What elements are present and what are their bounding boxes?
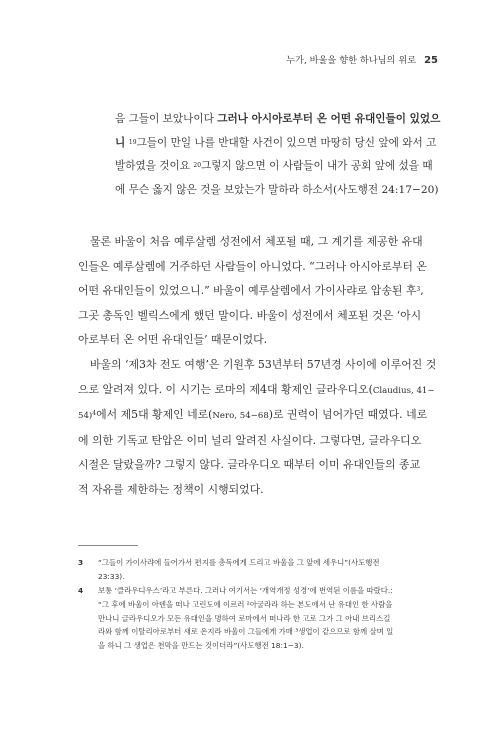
body-line: 인들은 예루살렘에 거주하던 사람들이 아니었다. “그러나 아시아로부터 온 xyxy=(78,259,427,273)
body-line: 그곳 총독인 벨릭스에게 했던 말이다. 바울이 성전에서 체포된 것은 ‘아시 xyxy=(78,308,422,322)
footnote-number: 3 xyxy=(78,558,84,567)
page-number: 25 xyxy=(424,55,438,66)
quote-text: 그들이 만일 나를 반대할 사건이 있으면 마땅히 당신 앞에 와서 고 xyxy=(136,136,437,149)
quote-text: 발하였을 것이요 xyxy=(115,160,194,172)
footnote-line: 을 하니 그 생업은 천막을 만드는 것이더라”(사도행전 18:1−3). xyxy=(98,641,304,651)
footnote-divider xyxy=(78,545,138,546)
quote-emphasis: 니 xyxy=(115,136,129,149)
quote-line-2 xyxy=(115,132,437,156)
footnote-3 xyxy=(78,556,438,584)
latin-name: 54) xyxy=(78,411,93,422)
footnote-line: 23:33). xyxy=(98,571,125,581)
quote-line-1 xyxy=(115,108,441,132)
footnote-line: 만나니 글라우디오가 모든 유대인을 명하여 로마에서 떠나라 한 고로 그가 그 아내 브리스길 xyxy=(98,613,391,623)
body-text-span: 으로 알려져 있다. 이 시기는 로마의 제4대 황제인 글라우디오( xyxy=(78,382,373,396)
quote-text: 음 그들이 보았나이다 xyxy=(115,113,218,125)
verse-number: 19 xyxy=(128,138,137,146)
body-line: 시절은 달랐을까? 그렇지 않다. 글라우디오 때부터 이미 유대인들의 종교 xyxy=(78,458,421,472)
running-title: 누가, 바울을 향한 하나님의 위로 xyxy=(286,55,417,66)
body-line: 바울의 ‘제3차 전도 여행’은 기원후 53년부터 57년경 사이에 이루어진 것 xyxy=(90,357,437,371)
footnote-number: 4 xyxy=(78,586,84,595)
footnote-line: 라와 함께 이탈리아로부터 새로 온지라 바울이 그들에게 가매 ³생업이 같으므로 함께 살며 일 xyxy=(98,627,394,637)
footnote-4 xyxy=(78,584,438,653)
body-line xyxy=(78,403,434,429)
latin-name: Claudius, 41− xyxy=(372,385,435,396)
body-line xyxy=(78,378,434,404)
body-line: 에 의한 기독교 탄압은 이미 널리 알려진 사실이다. 그렇다면, 글라우디오 xyxy=(78,433,422,447)
footnote-line: “그 후에 바울이 아덴을 떠나 고린도에 이르러 ²아굴라라 하는 본도에서 난 유대인 한 사람을 xyxy=(98,599,393,609)
body-text-span: 에서 제5대 황제인 네로( xyxy=(96,408,213,422)
scripture-quote xyxy=(115,108,441,202)
body-text-span: , xyxy=(420,284,424,298)
body-text-span: )로 권력이 넘어가던 때였다. 네로 xyxy=(268,408,428,422)
footnote-line: 보통 ‘클라우디우스’라고 부른다. 그러나 여기서는 ‘개역개정 성경’에 번역된 이름을 따랐다.: xyxy=(98,586,393,595)
body-line: 아로부터 온 어떤 유대인들’ 때문이었다. xyxy=(78,333,268,347)
quote-text: 그렇지 않으면 이 사람들이 내가 공회 앞에 섰을 때 xyxy=(201,160,433,172)
body-line: 적 자유를 제한하는 정책이 시행되었다. xyxy=(78,482,264,496)
body-line: 물론 바울이 처음 예루살렘 성전에서 체포될 때, 그 계기를 제공한 유대 xyxy=(90,235,423,248)
footnote-line: “그들이 가이사랴에 들어가서 편지를 총독에게 드리고 바울을 그 앞에 세우니”(사도행전 xyxy=(98,558,380,567)
footnote-ref[interactable]: 3 xyxy=(416,286,421,294)
body-text xyxy=(78,230,437,503)
quote-line-3 xyxy=(115,155,433,179)
quote-line-4: 에 무슨 옳지 않은 것을 보았는가 말하라 하소서(사도행전 24:17−20) xyxy=(115,183,439,196)
quote-emphasis: 그러나 아시아로부터 온 어떤 유대인들이 있었으 xyxy=(217,113,441,125)
footnote-ref[interactable]: 4 xyxy=(92,410,97,418)
running-header xyxy=(286,52,438,66)
latin-name: Nero, 54−68 xyxy=(212,411,269,422)
verse-number: 20 xyxy=(193,162,202,169)
body-line xyxy=(78,279,434,304)
body-text-span: 어떤 유대인들이 있었으니.” 바울이 예루살렘에서 가이사랴로 압송된 후 xyxy=(78,284,417,298)
